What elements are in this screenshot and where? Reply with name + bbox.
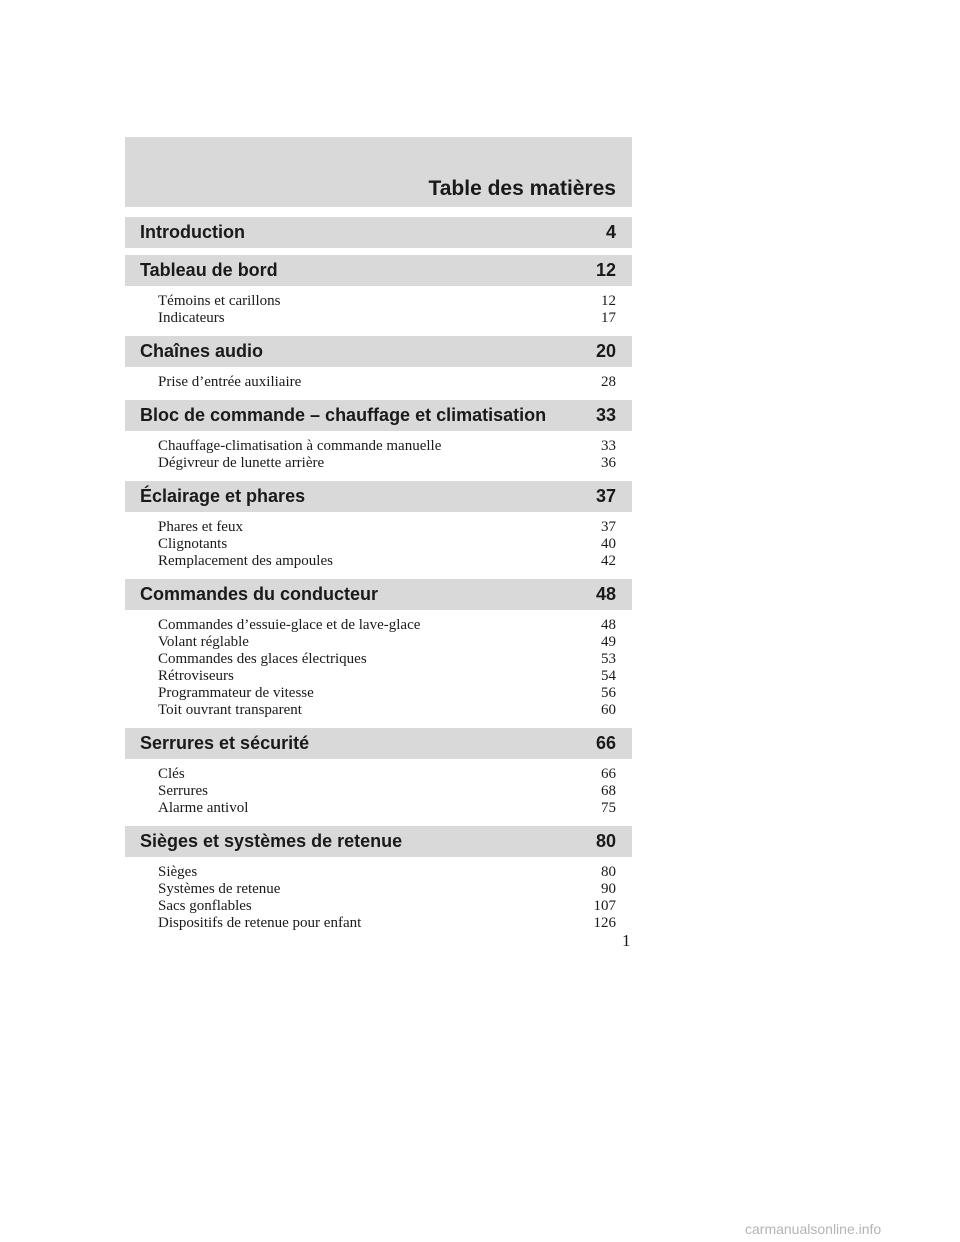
toc-entry[interactable] [158,668,616,685]
toc-entry[interactable] [158,783,616,800]
toc-entry[interactable] [158,685,616,702]
toc-entries [125,512,632,579]
entry-label: Clignotants [158,536,228,552]
toc-entries [125,367,632,400]
entry-page: 17 [601,310,616,326]
toc-entry[interactable] [158,766,616,783]
toc-section [125,255,632,336]
entry-page: 56 [601,685,616,701]
entry-label: Commandes d’essuie-glace et de lave-glace [158,617,421,633]
toc-header [125,137,632,207]
toc-section-header[interactable] [125,336,632,367]
entry-label: Volant réglable [158,634,249,650]
section-page: 12 [595,260,616,280]
toc-section-header[interactable] [125,481,632,512]
entry-page: 75 [601,800,616,816]
section-title: Sièges et systèmes de retenue [140,831,403,851]
toc-section-header[interactable] [125,579,632,610]
entry-page: 126 [593,915,616,931]
section-page: 80 [595,831,616,851]
entry-page: 54 [601,668,616,684]
entry-page: 49 [601,634,616,650]
entry-label: Serrures [158,783,208,799]
toc-entry[interactable] [158,310,616,327]
entry-label: Programmateur de vitesse [158,685,314,701]
entry-label: Sacs gonflables [158,898,252,914]
section-page: 37 [595,486,616,506]
page-title: Table des matières [428,177,616,200]
entry-page: 28 [601,374,616,390]
toc-entry[interactable] [158,617,616,634]
section-title: Tableau de bord [140,260,278,280]
section-title: Commandes du conducteur [140,584,379,604]
section-page: 20 [595,341,616,361]
toc-entry[interactable] [158,634,616,651]
toc-entries [125,759,632,826]
section-title: Bloc de commande – chauffage et climatisation [140,405,547,425]
toc-section-header[interactable] [125,217,632,248]
toc-entry[interactable] [158,800,616,817]
toc-section [125,336,632,400]
entry-label: Témoins et carillons [158,293,281,309]
entry-label: Dégivreur de lunette arrière [158,455,325,471]
section-page: 33 [595,405,616,425]
toc-entry[interactable] [158,553,616,570]
toc-section [125,728,632,826]
entry-label: Indicateurs [158,310,225,326]
toc-entry[interactable] [158,519,616,536]
section-title: Chaînes audio [140,341,264,361]
section-page: 48 [595,584,616,604]
entry-page: 107 [593,898,616,914]
entry-page: 68 [601,783,616,799]
entry-label: Dispositifs de retenue pour enfant [158,915,362,931]
section-title: Éclairage et phares [140,486,306,506]
toc-entry[interactable] [158,374,616,391]
entry-label: Rétroviseurs [158,668,234,684]
toc-section [125,400,632,481]
entry-page: 53 [601,651,616,667]
toc-section-header[interactable] [125,826,632,857]
toc-entry[interactable] [158,898,616,915]
toc-entry[interactable] [158,536,616,553]
toc-entry[interactable] [158,651,616,668]
entry-page: 48 [601,617,616,633]
watermark: carmanualsonline.info [745,1221,882,1237]
section-title: Serrures et sécurité [140,733,310,753]
toc-section [125,826,632,941]
toc-entry[interactable] [158,881,616,898]
entry-label: Commandes des glaces électriques [158,651,367,667]
entry-label: Phares et feux [158,519,243,535]
toc-section-header[interactable] [125,255,632,286]
entry-page: 60 [601,702,616,718]
toc-entries [125,857,632,941]
entry-page: 90 [601,881,616,897]
toc-entry[interactable] [158,915,616,932]
toc-entry[interactable] [158,293,616,310]
entry-page: 66 [601,766,616,782]
entry-page: 36 [601,455,616,471]
entry-label: Alarme antivol [158,800,249,816]
entry-page: 80 [601,864,616,880]
toc-entry[interactable] [158,438,616,455]
table-of-contents [125,217,632,941]
toc-section [125,579,632,728]
entry-page: 12 [601,293,616,309]
page-number: 1 [622,931,631,950]
entry-label: Clés [158,766,185,782]
entry-label: Prise d’entrée auxiliaire [158,374,302,390]
toc-entry[interactable] [158,455,616,472]
entry-page: 37 [601,519,616,535]
toc-entry[interactable] [158,864,616,881]
section-title: Introduction [140,222,245,242]
toc-entries [125,431,632,481]
entry-label: Chauffage-climatisation à commande manuelle [158,438,442,454]
toc-entries [125,286,632,336]
entry-label: Toit ouvrant transparent [158,702,302,718]
entry-page: 33 [601,438,616,454]
section-page: 66 [595,733,616,753]
entry-label: Sièges [158,864,198,880]
entry-page: 42 [601,553,616,569]
entry-page: 40 [601,536,616,552]
toc-section [125,481,632,579]
entry-label: Remplacement des ampoules [158,553,333,569]
toc-entry[interactable] [158,702,616,719]
toc-section-header[interactable] [125,728,632,759]
toc-entries [125,610,632,728]
toc-section-header[interactable] [125,400,632,431]
entry-label: Systèmes de retenue [158,881,281,897]
section-page: 4 [605,222,616,242]
toc-section [125,217,632,248]
